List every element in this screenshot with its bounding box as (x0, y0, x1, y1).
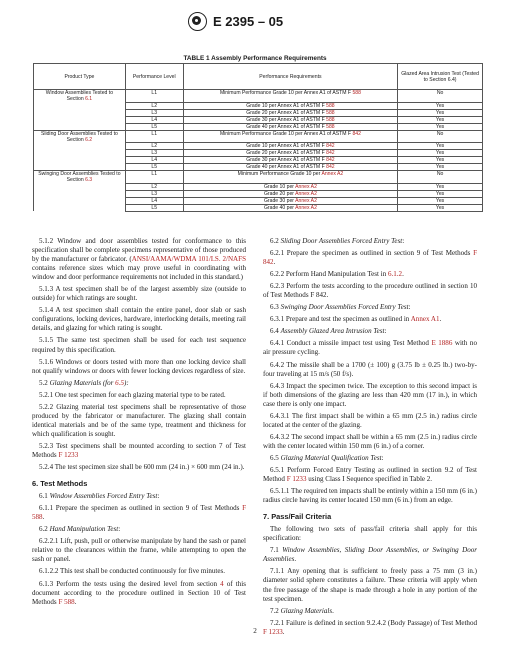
intrusion-test-cell: Yes (398, 109, 483, 116)
requirement-ref-link[interactable]: Annex A2 (295, 197, 317, 204)
section-ref-link[interactable]: 6.2 (85, 136, 93, 143)
table-title: TABLE 1 Assembly Performance Requirements (183, 55, 327, 62)
level-cell: L1 (125, 171, 183, 184)
level-cell: L4 (125, 157, 183, 164)
requirement-ref-link[interactable]: 588 (326, 109, 335, 116)
level-cell: L4 (125, 116, 183, 123)
requirement-cell: Grade 40 per Annex A1 of ASTM F 842 (183, 164, 397, 171)
intrusion-test-cell: Yes (398, 102, 483, 109)
section-ref-link[interactable]: 6.1 (85, 96, 93, 102)
product-type-cell: Swinging Door Assemblies Tested to Section 6.3 (34, 171, 126, 184)
link-e1886[interactable]: E 1886 (431, 339, 453, 348)
para-6-4-1: 6.4.1 Conduct a missile impact test using Test Method E 1886 with no air pressure cycling. (263, 339, 477, 357)
para-6-5: 6.5 Glazing Material Qualification Test: (270, 453, 384, 462)
para-6-4-3: 6.4.3 Impact the specimen twice. The exception to this second impact is if both dimensions of the glazing are less than 420 mm (17 in.), in which case there is only one impact. (263, 381, 477, 408)
product-type-cell-empty (34, 109, 126, 116)
table-row (34, 123, 483, 130)
para-7-1-1: 7.1.1 Any opening that is sufficient to freely pass a 75 mm (3 in.) diameter solid sphere constitutes a failure. These criteria will apply when the free passage of the shape is made through a hole in any portion of the test specimen. (263, 567, 477, 603)
document-header (188, 12, 283, 31)
product-type-cell-empty (34, 197, 126, 204)
requirement-ref-link[interactable]: 842 (326, 164, 335, 170)
product-type-cell-empty (34, 150, 126, 157)
para-5-2-3: 5.2.3 Test specimens shall be mounted according to section 7 of Test Methods F 1233 (32, 441, 246, 459)
level-cell: L1 (125, 130, 183, 143)
intrusion-test-cell: Yes (398, 164, 483, 171)
para-6-3: 6.3 Swinging Door Assemblies Forced Entry Test: (270, 303, 411, 312)
table-row (34, 183, 483, 190)
document-code: E 2395 – 05 (213, 14, 284, 29)
para-6-2-3: 6.2.3 Perform the tests according to the procedure outlined in section 10 of Test Methods F 842. (263, 282, 477, 300)
para-6-1-1: 6.1.1 Prepare the specimen as outlined in section 9 of Test Methods F 588. (32, 504, 246, 522)
header-performance-requirements: Performance Requirements (183, 64, 397, 90)
requirement-ref-link[interactable]: 588 (352, 90, 361, 96)
requirement-ref-link[interactable]: 842 (326, 150, 335, 156)
requirement-cell: Minimum Performance Grade 10 per Annex A2 (183, 171, 397, 184)
intrusion-test-cell: Yes (398, 116, 483, 123)
table-row (34, 116, 483, 123)
table-row (34, 164, 483, 171)
requirement-cell: Grade 30 per Annex A1 of ASTM F 588 (183, 116, 397, 123)
requirement-cell: Minimum Performance Grade 10 per Annex A1 of ASTM F 588 (183, 90, 397, 103)
intrusion-test-cell: No (398, 90, 483, 103)
level-cell: L2 (125, 183, 183, 190)
link-f1233-3[interactable]: F 1233 (263, 627, 283, 636)
intrusion-test-cell: Yes (398, 183, 483, 190)
para-6-2: 6.2 Sliding Door Assemblies Forced Entry Test: (270, 237, 405, 245)
intrusion-test-cell: No (398, 171, 483, 184)
requirement-cell: Grade 10 per Annex A1 of ASTM F 842 (183, 143, 397, 150)
level-cell: L5 (125, 164, 183, 171)
table-row (34, 197, 483, 204)
header-product-type: Product Type (34, 64, 126, 90)
requirement-cell: Grade 40 per Annex A1 of ASTM F 588 (183, 123, 397, 130)
performance-table (33, 63, 483, 212)
table-row (34, 190, 483, 197)
requirement-ref-link[interactable]: 842 (326, 157, 335, 163)
product-type-cell-empty (34, 102, 126, 109)
table-body (34, 90, 483, 212)
product-type-cell-empty (34, 123, 126, 130)
product-type-cell-empty (34, 190, 126, 197)
para-5-1-5: 5.1.5 The same test specimen shall be used for each test sequence required by this specification. (32, 336, 246, 354)
level-cell: L2 (125, 143, 183, 150)
left-column (32, 237, 246, 607)
para-6-4-2: 6.4.2 The missile shall be a 1700 (± 100) g (3.75 lb ± 0.25 lb.) two-by-four traveling at 15 m/s (50 f/s). (263, 360, 477, 378)
table-row (34, 204, 483, 211)
link-section-4[interactable]: 4 (220, 579, 224, 588)
intrusion-test-cell: No (398, 130, 483, 143)
link-ansi-aama[interactable]: ANSI/AAMA/WDMA 101/I.S. 2/NAFS (131, 255, 246, 264)
requirement-ref-link[interactable]: 588 (326, 116, 335, 123)
para-7-2-1: 7.2.1 Failure is defined in section 9.2.4.2 (Body Passage) of Test Method F 1233. (263, 618, 477, 636)
requirement-cell: Grade 30 per Annex A2 (183, 197, 397, 204)
para-5-1-6: 5.1.6 Windows or doors tested with more than one locking device shall not qualify windows or doors with fewer locking devices regardless of size. (32, 357, 246, 375)
para-5-2-1: 5.2.1 One test specimen for each glazing material type to be rated. (39, 390, 226, 399)
para-6-4: 6.4 Assembly Glazed Area Intrusion Test: (270, 327, 387, 336)
table-row (34, 157, 483, 164)
para-6-2-2-1: 6.2.2.1 Lift, push, pull or otherwise manipulate by hand the sash or panel relative to the clearances within the frame, while attempting to open the sash or panel. (32, 537, 246, 564)
level-cell: L5 (125, 123, 183, 130)
link-f588[interactable]: F 588 (32, 504, 246, 522)
requirement-cell: Grade 40 per Annex A2 (183, 204, 397, 211)
requirement-ref-link[interactable]: Annex A2 (295, 204, 317, 211)
product-type-cell: Window Assemblies Tested to Section 6.1 (34, 90, 126, 103)
requirement-cell: Grade 20 per Annex A1 of ASTM F 842 (183, 150, 397, 157)
table-row (34, 171, 483, 184)
requirement-cell: Grade 20 per Annex A2 (183, 190, 397, 197)
para-6-2-1: 6.2.1 Prepare the specimen as outlined in section 9 of Test Methods F 842. (263, 249, 477, 267)
product-type-cell: Sliding Door Assemblies Tested to Section 6.2 (34, 130, 126, 143)
requirement-ref-link[interactable]: 842 (326, 143, 335, 149)
section-heading-test-methods: 6. Test Methods (32, 479, 88, 489)
link-f1233[interactable]: F 1233 (58, 450, 79, 459)
link-f588-2[interactable]: F 588 (58, 597, 75, 606)
header-performance-level: Performance Level (125, 64, 183, 90)
link-f842[interactable]: F 842 (263, 249, 477, 267)
requirement-cell: Grade 20 per Annex A1 of ASTM F 588 (183, 109, 397, 116)
requirement-ref-link[interactable]: Annex A2 (295, 183, 317, 190)
para-7-1: 7.1 Window Assemblies, Sliding Door Assemblies, or Swinging Door Assemblies. (263, 546, 477, 564)
table-row (34, 90, 483, 103)
para-6-4-3-1: 6.4.3.1 The first impact shall be within a 65 mm (2.5 in.) radius circle located at the center of the glazing. (263, 411, 477, 429)
table-row (34, 102, 483, 109)
link-6-1-2[interactable]: 6.1.2 (387, 270, 403, 279)
para-5-2: 5.2 Glazing Materials (for 6.5): (39, 378, 129, 387)
para-5-1-2: 5.1.2 Window and door assemblies tested for conformance to this specification shall be complete specimens representative of those produced by the manufacturer or fabricator. (ANSI/AAMA/WDMA 101/I.S. 2/NAFS contains reference sizes which may prove useful in coordinating with window and door performance requirements not included in this standard.) (32, 237, 246, 282)
intrusion-test-cell: Yes (398, 204, 483, 211)
product-type-cell-empty (34, 157, 126, 164)
level-cell: L5 (125, 204, 183, 211)
level-cell: L4 (125, 197, 183, 204)
level-cell: L3 (125, 190, 183, 197)
para-7-2: 7.2 Glazing Materials. (270, 606, 334, 615)
requirement-ref-link[interactable]: Annex A2 (321, 171, 344, 177)
right-column (263, 237, 477, 637)
requirement-cell: Grade 10 per Annex A1 of ASTM F 588 (183, 102, 397, 109)
para-6-5-1: 6.5.1 Perform Forced Entry Testing as outlined in section 9.2 of Test Method F 1233 using Class I Sequence specified in Table 2. (263, 465, 477, 484)
requirement-ref-link[interactable]: 588 (326, 123, 335, 130)
product-type-cell-empty (34, 204, 126, 211)
intrusion-test-cell: Yes (398, 123, 483, 130)
link-annex-a1[interactable]: Annex A1 (410, 315, 440, 324)
para-6-1-2-2: 6.1.2.2 This test shall be conducted continuously for five minutes. (39, 567, 225, 576)
intrusion-test-cell: Yes (398, 143, 483, 150)
table-row (34, 130, 483, 143)
table-row (34, 150, 483, 157)
level-cell: L1 (125, 90, 183, 103)
section-ref-link[interactable]: 6.3 (85, 177, 93, 183)
product-type-cell-empty (34, 183, 126, 190)
para-6-4-3-2: 6.4.3.2 The second impact shall be within a 65 mm (2.5 in.) radius circle with the center located within 150 mm (6 in.) of a corner. (263, 432, 477, 450)
table-header-row (34, 64, 483, 90)
requirement-ref-link[interactable]: 588 (326, 102, 335, 109)
level-cell: L3 (125, 150, 183, 157)
section-heading-pass-fail: 7. Pass/Fail Criteria (263, 512, 332, 522)
para-5-1-3: 5.1.3 A test specimen shall be of the largest assembly size (outside to outside) for which ratings are sought. (32, 285, 246, 303)
link-6-5[interactable]: 6.5 (115, 378, 124, 387)
product-type-cell-empty (34, 143, 126, 150)
para-5-1-4: 5.1.4 A test specimen shall contain the entire panel, door slab or sash configurations, locking devices, hardware, interlocking details, meeting rail details, and glazing for which rating is sought. (32, 306, 246, 333)
para-6-5-1-1: 6.5.1.1 The required ten impacts shall be entirely within a 150 mm (6 in.) radius circle having its center located 150 mm (6 in.) from an edge. (263, 487, 477, 505)
link-f1233-2[interactable]: F 1233 (286, 475, 307, 484)
requirement-ref-link[interactable]: 842 (352, 130, 361, 137)
intrusion-test-cell: Yes (398, 190, 483, 197)
requirement-ref-link[interactable]: Annex A2 (295, 190, 317, 197)
requirement-cell: Minimum Performance Grade 10 per Annex A1 of ASTM F 842 (183, 130, 397, 143)
para-5-2-4: 5.2.4 The test specimen size shall be 600 mm (24 in.) × 600 mm (24 in.). (39, 463, 245, 472)
level-cell: L3 (125, 109, 183, 116)
para-7-intro: The following two sets of pass/fail criteria shall apply for this specification: (263, 525, 477, 543)
table-row (34, 143, 483, 150)
para-6-3-1: 6.3.1 Prepare and test the specimen as outlined in Annex A1. (270, 315, 442, 324)
header-glazed-area-test: Glazed Area Intrusion Test (Tested to Section 6.4) (398, 64, 483, 90)
astm-logo-icon (188, 12, 207, 31)
intrusion-test-cell: Yes (398, 157, 483, 164)
page-number: 2 (253, 627, 257, 635)
intrusion-test-cell: Yes (398, 150, 483, 157)
requirement-cell: Grade 10 per Annex A2 (183, 183, 397, 190)
para-6-2-2: 6.2.2 Perform Hand Manipulation Test in 6.1.2. (270, 270, 404, 279)
requirement-cell: Grade 30 per Annex A1 of ASTM F 842 (183, 157, 397, 164)
product-type-cell-empty (34, 116, 126, 123)
para-6-2-hand: 6.2 Hand Manipulation Test: (39, 525, 121, 534)
para-5-2-2: 5.2.2 Glazing material test specimens shall be representative of those produced by the fabricator or manufacturer. The glazing shall contain identical materials and be of the same type, treatment and thickness for which qualification is sought. (32, 402, 246, 438)
product-type-cell-empty (34, 164, 126, 171)
level-cell: L2 (125, 102, 183, 109)
para-6-1-3: 6.1.3 Perform the tests using the desired level from section 4 of this document according to the procedure outlined in Section 10 of Test Methods F 588. (32, 579, 246, 606)
para-6-1: 6.1 Window Assemblies Forced Entry Test: (39, 492, 160, 501)
table-row (34, 109, 483, 116)
intrusion-test-cell: Yes (398, 197, 483, 204)
